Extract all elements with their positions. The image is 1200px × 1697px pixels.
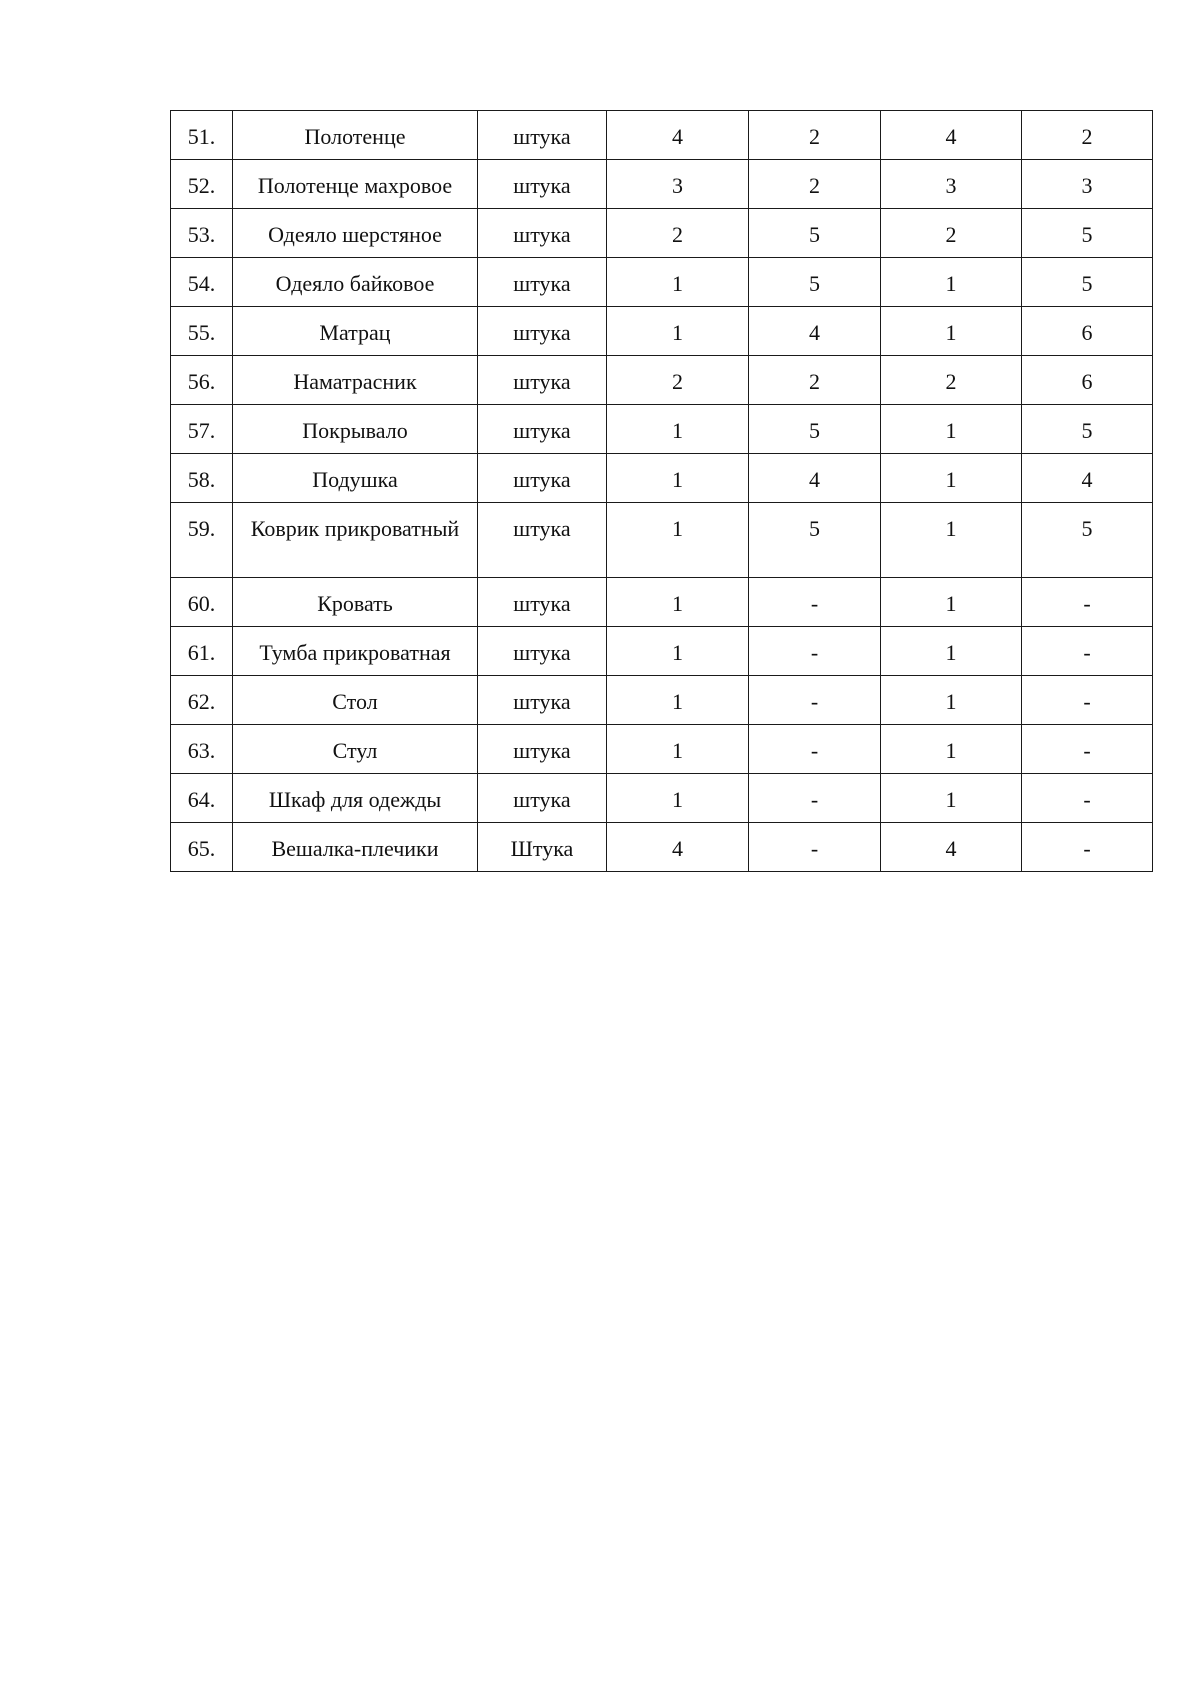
- value-col-3: 1: [881, 258, 1022, 307]
- value-col-1: 4: [607, 823, 749, 872]
- inventory-table-body: [171, 111, 1153, 872]
- table-row: [171, 725, 1153, 774]
- item-name: Одеяло байковое: [233, 258, 478, 307]
- value-col-4: 6: [1022, 307, 1153, 356]
- item-name: Коврик прикроватный: [233, 503, 478, 578]
- unit-of-measure: штука: [478, 258, 607, 307]
- value-col-3: 2: [881, 209, 1022, 258]
- value-col-3: 1: [881, 454, 1022, 503]
- table-row: [171, 578, 1153, 627]
- value-col-3: 1: [881, 405, 1022, 454]
- value-col-1: 1: [607, 405, 749, 454]
- row-number: 54.: [171, 258, 233, 307]
- unit-of-measure: штука: [478, 356, 607, 405]
- value-col-4: 3: [1022, 160, 1153, 209]
- value-col-3: 3: [881, 160, 1022, 209]
- row-number: 62.: [171, 676, 233, 725]
- value-col-1: 3: [607, 160, 749, 209]
- value-col-4: -: [1022, 627, 1153, 676]
- unit-of-measure: штука: [478, 405, 607, 454]
- value-col-3: 1: [881, 307, 1022, 356]
- row-number: 56.: [171, 356, 233, 405]
- row-number: 57.: [171, 405, 233, 454]
- unit-of-measure: штука: [478, 725, 607, 774]
- value-col-4: -: [1022, 676, 1153, 725]
- item-name: Матрац: [233, 307, 478, 356]
- value-col-4: 5: [1022, 405, 1153, 454]
- value-col-2: 4: [749, 454, 881, 503]
- value-col-2: 2: [749, 356, 881, 405]
- unit-of-measure: штука: [478, 627, 607, 676]
- row-number: 65.: [171, 823, 233, 872]
- item-name: Кровать: [233, 578, 478, 627]
- unit-of-measure: штука: [478, 307, 607, 356]
- value-col-4: 5: [1022, 258, 1153, 307]
- table-row: [171, 503, 1153, 578]
- value-col-1: 4: [607, 111, 749, 160]
- value-col-3: 2: [881, 356, 1022, 405]
- item-name: Стол: [233, 676, 478, 725]
- table-row: [171, 258, 1153, 307]
- value-col-1: 1: [607, 454, 749, 503]
- value-col-4: 6: [1022, 356, 1153, 405]
- value-col-1: 1: [607, 258, 749, 307]
- value-col-4: -: [1022, 823, 1153, 872]
- item-name: Покрывало: [233, 405, 478, 454]
- value-col-2: -: [749, 627, 881, 676]
- value-col-1: 2: [607, 356, 749, 405]
- value-col-2: -: [749, 578, 881, 627]
- value-col-1: 1: [607, 578, 749, 627]
- table-row: [171, 209, 1153, 258]
- unit-of-measure: штука: [478, 209, 607, 258]
- value-col-3: 4: [881, 111, 1022, 160]
- value-col-4: -: [1022, 725, 1153, 774]
- table-row: [171, 356, 1153, 405]
- value-col-2: 5: [749, 405, 881, 454]
- item-name: Полотенце: [233, 111, 478, 160]
- value-col-2: 4: [749, 307, 881, 356]
- row-number: 60.: [171, 578, 233, 627]
- value-col-2: 2: [749, 111, 881, 160]
- table-row: [171, 774, 1153, 823]
- row-number: 59.: [171, 503, 233, 578]
- row-number: 52.: [171, 160, 233, 209]
- value-col-4: 4: [1022, 454, 1153, 503]
- row-number: 55.: [171, 307, 233, 356]
- unit-of-measure: штука: [478, 578, 607, 627]
- value-col-2: 5: [749, 209, 881, 258]
- row-number: 63.: [171, 725, 233, 774]
- row-number: 58.: [171, 454, 233, 503]
- value-col-3: 1: [881, 627, 1022, 676]
- item-name: Одеяло шерстяное: [233, 209, 478, 258]
- item-name: Шкаф для одежды: [233, 774, 478, 823]
- value-col-3: 1: [881, 725, 1022, 774]
- inventory-table: [170, 110, 1153, 872]
- table-row: [171, 823, 1153, 872]
- value-col-3: 1: [881, 503, 1022, 578]
- value-col-1: 1: [607, 676, 749, 725]
- row-number: 61.: [171, 627, 233, 676]
- value-col-1: 1: [607, 503, 749, 578]
- unit-of-measure: штука: [478, 503, 607, 578]
- table-row: [171, 111, 1153, 160]
- value-col-2: -: [749, 774, 881, 823]
- item-name: Полотенце махровое: [233, 160, 478, 209]
- unit-of-measure: штука: [478, 111, 607, 160]
- value-col-4: -: [1022, 578, 1153, 627]
- value-col-2: -: [749, 725, 881, 774]
- value-col-3: 1: [881, 578, 1022, 627]
- value-col-3: 1: [881, 774, 1022, 823]
- value-col-1: 1: [607, 627, 749, 676]
- value-col-2: 5: [749, 503, 881, 578]
- value-col-2: -: [749, 823, 881, 872]
- unit-of-measure: Штука: [478, 823, 607, 872]
- row-number: 53.: [171, 209, 233, 258]
- item-name: Тумба прикроватная: [233, 627, 478, 676]
- value-col-2: 5: [749, 258, 881, 307]
- row-number: 64.: [171, 774, 233, 823]
- unit-of-measure: штука: [478, 774, 607, 823]
- unit-of-measure: штука: [478, 676, 607, 725]
- unit-of-measure: штука: [478, 454, 607, 503]
- value-col-2: 2: [749, 160, 881, 209]
- table-row: [171, 627, 1153, 676]
- value-col-4: 5: [1022, 209, 1153, 258]
- table-row: [171, 676, 1153, 725]
- value-col-1: 2: [607, 209, 749, 258]
- value-col-1: 1: [607, 307, 749, 356]
- value-col-4: -: [1022, 774, 1153, 823]
- unit-of-measure: штука: [478, 160, 607, 209]
- table-row: [171, 160, 1153, 209]
- table-row: [171, 307, 1153, 356]
- table-row: [171, 454, 1153, 503]
- value-col-4: 2: [1022, 111, 1153, 160]
- table-row: [171, 405, 1153, 454]
- item-name: Вешалка-плечики: [233, 823, 478, 872]
- row-number: 51.: [171, 111, 233, 160]
- value-col-3: 1: [881, 676, 1022, 725]
- value-col-1: 1: [607, 725, 749, 774]
- value-col-3: 4: [881, 823, 1022, 872]
- item-name: Наматрасник: [233, 356, 478, 405]
- item-name: Стул: [233, 725, 478, 774]
- item-name: Подушка: [233, 454, 478, 503]
- value-col-1: 1: [607, 774, 749, 823]
- value-col-2: -: [749, 676, 881, 725]
- value-col-4: 5: [1022, 503, 1153, 578]
